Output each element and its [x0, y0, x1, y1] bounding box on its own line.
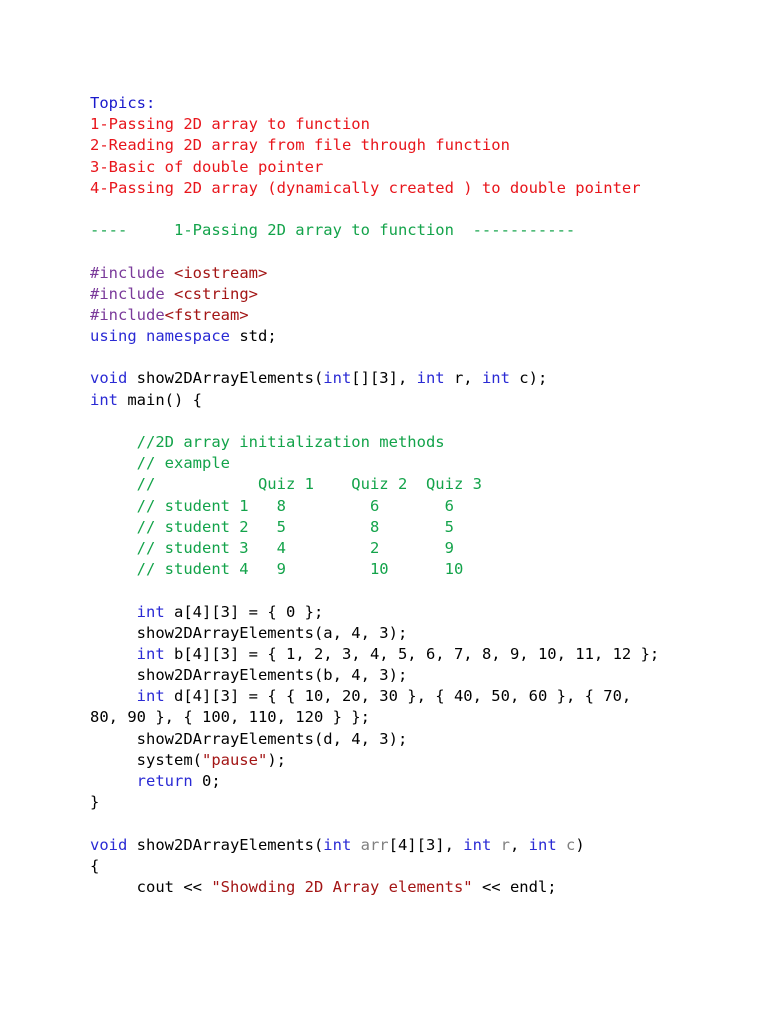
code-line-include	[90, 284, 760, 305]
include-directive: #include	[90, 284, 165, 303]
code-line: {	[90, 856, 100, 875]
code-comment: // student 2 5 8 5	[90, 517, 454, 536]
code-line: cout << "Showding 2D Array elements" << endl;	[90, 877, 557, 896]
include-directive: #include	[90, 263, 165, 282]
code-line-definition: void show2DArrayElements(int arr[4][3], int r, int c)	[90, 835, 585, 854]
code-line-include	[90, 263, 760, 284]
include-target: <cstring>	[174, 284, 258, 303]
section-divider: ---- 1-Passing 2D array to function -----------	[90, 221, 576, 240]
topic-item: 4-Passing 2D array (dynamically created ) to double pointer	[90, 178, 641, 197]
code-comment: // student 1 8 6 6	[90, 496, 454, 515]
include-directive: #include	[90, 305, 165, 324]
topics-heading: Topics:	[90, 94, 156, 112]
code-line-using: using namespace std;	[90, 327, 277, 346]
code-comment: //2D array initialization methods	[90, 433, 445, 451]
topic-item: 2-Reading 2D array from file through function	[90, 136, 510, 155]
code-comment: // student 3 4 2 9	[90, 538, 454, 557]
code-line: show2DArrayElements(d, 4, 3);	[90, 729, 408, 748]
code-line: int b[4][3] = { 1, 2, 3, 4, 5, 6, 7, 8, 9, 10, 11, 12 };	[136, 644, 660, 663]
code-line-main: int main() {	[90, 390, 202, 409]
include-target: <fstream>	[164, 305, 249, 324]
code-line-prototype: void show2DArrayElements(int[][3], int r, int c);	[90, 369, 548, 388]
code-line: }	[90, 793, 100, 812]
code-line: show2DArrayElements(b, 4, 3);	[90, 666, 408, 685]
document-page	[90, 93, 760, 898]
code-line-include	[90, 305, 760, 326]
topic-item: 3-Basic of double pointer	[90, 157, 324, 176]
code-line-wrapped: 80, 90 }, { 100, 110, 120 } };	[90, 708, 370, 727]
topic-item: 1-Passing 2D array to function	[90, 115, 370, 134]
code-comment: // example	[90, 454, 230, 473]
code-comment: // Quiz 1 Quiz 2 Quiz 3	[90, 475, 482, 494]
code-line: int a[4][3] = { 0 };	[136, 602, 324, 621]
include-target: <iostream>	[174, 263, 268, 282]
code-comment: // student 4 9 10 10	[90, 560, 464, 579]
code-line: system("pause");	[90, 750, 286, 769]
code-line: show2DArrayElements(a, 4, 3);	[90, 623, 408, 642]
code-line: return 0;	[136, 772, 221, 790]
code-line: int d[4][3] = { { 10, 20, 30 }, { 40, 50, 60 }, { 70,	[136, 687, 632, 706]
